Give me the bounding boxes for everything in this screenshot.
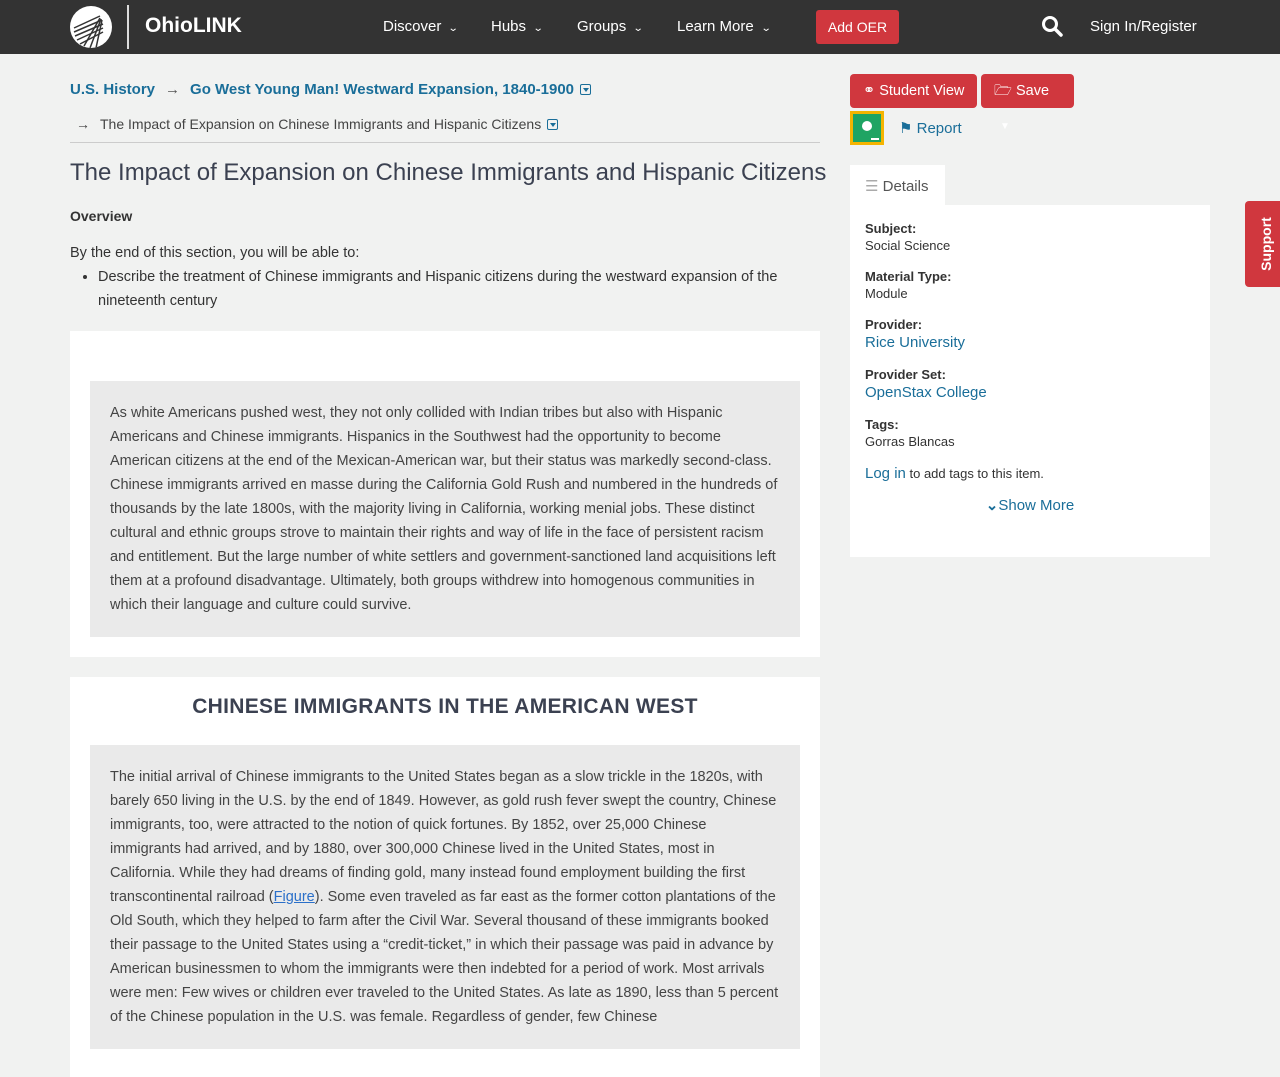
list-icon: ☰ (865, 178, 879, 195)
show-more-link[interactable] (986, 497, 1074, 514)
chevron-down-icon: ⌄ (760, 23, 772, 34)
overview-section (70, 241, 810, 313)
breadcrumb-current (76, 116, 558, 132)
subject-label: Subject: (865, 221, 917, 236)
sign-in-link[interactable]: Sign In/Register (1090, 18, 1197, 35)
breadcrumb-go-west[interactable]: Go West Young Man! Westward Expansion, 1840-1900 (190, 81, 575, 98)
button-label: Student View (879, 83, 965, 99)
chevron-down-icon: ⌄ (985, 497, 999, 514)
nav-label: Groups (577, 18, 627, 35)
tab-details[interactable] (850, 165, 945, 205)
chevron-down-icon: ⌄ (632, 23, 644, 34)
nav-discover[interactable] (383, 18, 458, 35)
provider-link[interactable]: Rice University (865, 334, 966, 351)
figure-link[interactable]: Figure (273, 889, 315, 905)
nav-label: Hubs (491, 18, 527, 35)
folder-open-icon: 🗁 (994, 83, 1012, 99)
intro-text: As white Americans pushed west, they not only collided with Indian tribes but also with Hispanic Americans and Chinese immigrants. Hispanics in the Southwest had the opportunity to become American citizens at the end of the Mexican-American war, but their status was markedly second-class. Chinese immigrants arrived en masse during the California Gold Rush and numbered in the hundreds of thousands by the late 1800s, with the majority living in California, working menial jobs. These distinct cultural and ethnic groups strove to maintain their rights and way of life in the face of persistent racism and entitlement. But the large number of white settlers and government-sanctioned land acquisitions left them at a profound disadvantage. Ultimately, both groups withdrew into homogenous communities in which their language and culture could survive. (90, 381, 800, 637)
login-link[interactable]: Log in (865, 465, 906, 482)
overview-heading: Overview (70, 208, 133, 224)
report-link[interactable] (899, 119, 962, 137)
provider-set-link[interactable]: OpenStax College (865, 384, 987, 401)
arrow-icon: → (165, 81, 181, 98)
logo-divider (127, 5, 129, 49)
provider-label: Provider: (865, 317, 923, 332)
support-tab[interactable] (1245, 201, 1280, 287)
divider (70, 142, 820, 143)
caret-down-icon: ▼ (1000, 121, 1010, 132)
breadcrumb-us-history[interactable]: U.S. History (70, 81, 156, 98)
subject-value: Social Science (865, 238, 951, 253)
breadcrumb (70, 81, 591, 98)
nav-hubs[interactable] (491, 18, 542, 35)
support-label: Support (1258, 217, 1274, 271)
details-panel (850, 205, 1210, 557)
text: ). Some even traveled as far east as the former cotton plantations of the Old South, which they helped to farm after the Civil War. Several thousand of these immigrants booked their passage to the United States using a “credit-ticket,” in which their passage was paid in advance by American businessmen to whom the immigrants were then indebted for a period of work. Most arrivals were men: Few wives or children ever traveled to the United States. As late as 1890, less than 5 percent of the Chinese population in the U.S. was female. Regardless of gender, few Chinese (110, 889, 779, 1025)
objective-item: • Describe the treatment of Chinese immigrants and Hispanic citizens during the westward expansion of the nineteenth century (98, 265, 810, 313)
search-icon[interactable] (1041, 15, 1063, 42)
top-navbar (0, 0, 1280, 54)
link-icon: ⚭ (863, 83, 876, 99)
content-card (70, 677, 820, 1077)
tags-label: Tags: (865, 417, 899, 432)
report-label: Report (916, 120, 962, 137)
save-button[interactable] (981, 74, 1074, 132)
show-more-label: Show More (998, 497, 1075, 514)
student-view-button[interactable] (850, 74, 977, 108)
overview-intro: By the end of this section, you will be able to: (70, 245, 360, 261)
material-type-label: Material Type: (865, 269, 952, 284)
add-oer-button[interactable]: Add OER (816, 10, 899, 44)
provider-set-label: Provider Set: (865, 367, 946, 382)
arrow-icon: → (76, 116, 90, 132)
chevron-down-icon: ⌄ (532, 23, 544, 34)
section-text (90, 745, 800, 1049)
flag-icon: ⚑ (899, 120, 913, 137)
dropdown-icon[interactable] (547, 119, 558, 130)
content-card (70, 331, 820, 657)
login-hint: to add tags to this item. (905, 466, 1044, 481)
google-classroom-button[interactable] (850, 111, 884, 145)
ohiolink-logo[interactable] (70, 6, 112, 48)
brand-name[interactable]: OhioLINK (145, 14, 242, 37)
page-title: The Impact of Expansion on Chinese Immigrants and Hispanic Citizens (70, 159, 827, 186)
tab-label: Details (882, 178, 929, 195)
button-label: Save (1016, 83, 1050, 99)
dropdown-icon[interactable] (580, 84, 591, 95)
chevron-down-icon: ⌄ (448, 23, 460, 34)
material-type-value: Module (865, 286, 908, 301)
nav-learn-more[interactable] (677, 18, 770, 35)
google-classroom-icon (853, 114, 881, 142)
nav-label: Discover (383, 18, 442, 35)
text: The initial arrival of Chinese immigrants to the United States began as a slow trickle in the 1820s, with barely 650 living in the U.S. by the end of 1849. However, as gold rush fever swept the country, Chinese immigrants, too, were attracted to the notion of quick fortunes. By 1852, over 25,000 Chinese immigrants had arrived, and by 1880, over 300,000 Chinese lived in the United States, most in California. While they had dreams of finding gold, many instead found employment building the first transcontinental railroad ( (110, 769, 777, 905)
breadcrumb-current-label: The Impact of Expansion on Chinese Immigrants and Hispanic Citizens (100, 116, 542, 132)
nav-groups[interactable] (577, 18, 643, 35)
nav-label: Learn More (677, 18, 754, 35)
tag-value: Gorras Blancas (865, 434, 955, 449)
section-heading: CHINESE IMMIGRANTS IN THE AMERICAN WEST (192, 695, 698, 718)
